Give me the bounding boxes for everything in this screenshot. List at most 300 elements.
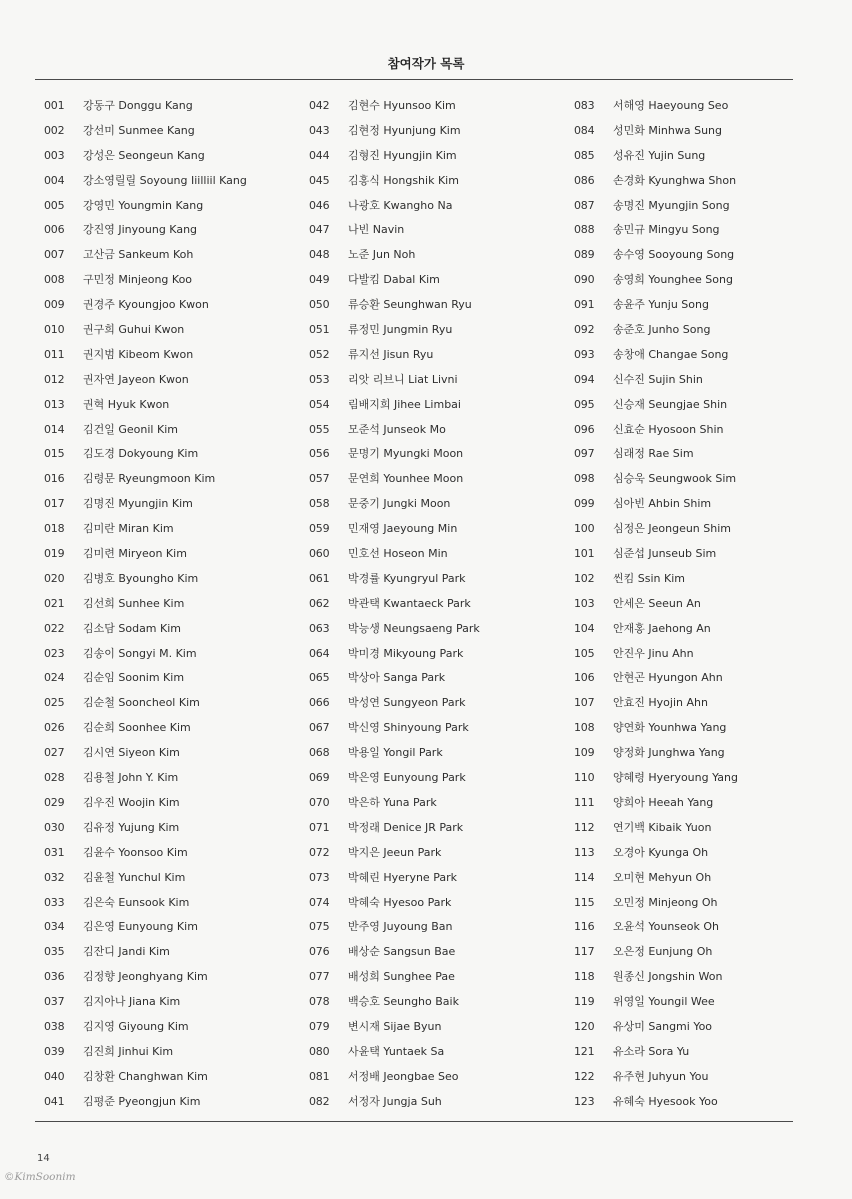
artist-entry bbox=[44, 119, 247, 144]
entry-number: 021 bbox=[44, 596, 65, 610]
entry-number: 039 bbox=[44, 1044, 65, 1058]
entry-number: 040 bbox=[44, 1069, 65, 1083]
artist-entry bbox=[44, 542, 247, 567]
entry-number: 110 bbox=[574, 771, 595, 785]
entry-number: 101 bbox=[574, 547, 595, 561]
artist-entry bbox=[309, 293, 480, 318]
artist-name: 박상아 Sanga Park bbox=[348, 671, 446, 685]
entry-number: 036 bbox=[44, 970, 65, 984]
artist-entry bbox=[44, 318, 247, 343]
entry-number: 007 bbox=[44, 248, 65, 262]
artist-name: 김현수 Hyunsoo Kim bbox=[348, 99, 456, 112]
artist-entry bbox=[574, 467, 738, 492]
artist-name: 오윤석 Younseok Oh bbox=[613, 920, 720, 934]
artist-name: 김윤수 Yoonsoo Kim bbox=[83, 845, 188, 859]
entry-number: 062 bbox=[309, 596, 330, 610]
entry-number: 047 bbox=[309, 223, 330, 237]
artist-entry bbox=[309, 716, 480, 741]
artist-entry bbox=[574, 965, 738, 990]
entry-number: 056 bbox=[309, 447, 330, 461]
artist-entry bbox=[574, 517, 738, 542]
entry-number: 019 bbox=[44, 547, 65, 561]
entry-number: 006 bbox=[44, 223, 65, 237]
artist-name: 김송이 Songyi M. Kim bbox=[83, 646, 197, 660]
artist-entry bbox=[574, 218, 738, 243]
entry-number: 092 bbox=[574, 323, 595, 337]
artist-entry bbox=[309, 243, 480, 268]
artist-name: 김홍식 Hongshik Kim bbox=[348, 173, 459, 187]
artist-entry bbox=[574, 915, 738, 940]
artist-name: 권지범 Kibeom Kwon bbox=[83, 347, 194, 361]
artist-entry bbox=[44, 617, 247, 642]
artist-entry bbox=[574, 866, 738, 891]
artist-entry bbox=[44, 492, 247, 517]
artist-name: 문명기 Myungki Moon bbox=[348, 447, 464, 461]
artist-name: 김현정 Hyunjung Kim bbox=[348, 123, 461, 137]
artist-entry bbox=[574, 442, 738, 467]
artist-name: 오민정 Minjeong Oh bbox=[613, 895, 718, 909]
artist-name: 안재홍 Jaehong An bbox=[613, 621, 711, 635]
artist-entry bbox=[309, 567, 480, 592]
artist-entry bbox=[309, 1015, 480, 1040]
artist-name: 김은숙 Eunsook Kim bbox=[83, 895, 190, 909]
bottom-divider bbox=[35, 1121, 793, 1122]
entry-number: 084 bbox=[574, 123, 595, 137]
artist-name: 연기백 Kibaik Yuon bbox=[613, 820, 712, 834]
artist-name: 원종신 Jongshin Won bbox=[613, 970, 723, 984]
artist-entry bbox=[44, 1015, 247, 1040]
entry-number: 058 bbox=[309, 497, 330, 511]
entry-number: 024 bbox=[44, 671, 65, 685]
entry-number: 069 bbox=[309, 771, 330, 785]
page-title: 참여작가 목록 bbox=[387, 56, 465, 71]
artist-name: 민호선 Hoseon Min bbox=[348, 547, 448, 561]
artist-entry bbox=[44, 965, 247, 990]
artist-name: 김은영 Eunyoung Kim bbox=[83, 920, 198, 934]
entry-number: 053 bbox=[309, 372, 330, 386]
entry-number: 120 bbox=[574, 1019, 595, 1033]
artist-entry bbox=[574, 592, 738, 617]
artist-entry bbox=[574, 343, 738, 368]
artist-name: 유상미 Sangmi Yoo bbox=[613, 1019, 713, 1033]
artist-name: 오미현 Mehyun Oh bbox=[613, 870, 712, 884]
artist-name: 안세은 Seeun An bbox=[613, 596, 701, 610]
artist-name: 심준섭 Junseub Sim bbox=[613, 547, 717, 561]
artist-entry bbox=[309, 492, 480, 517]
artist-name: 신승재 Seungjae Shin bbox=[613, 397, 728, 411]
artist-entry bbox=[309, 1040, 480, 1065]
artist-entry bbox=[309, 393, 480, 418]
entry-number: 104 bbox=[574, 621, 595, 635]
artist-entry bbox=[574, 318, 738, 343]
entry-number: 029 bbox=[44, 795, 65, 809]
artist-name: 위영일 Youngil Wee bbox=[613, 995, 715, 1009]
artist-name: 권경주 Kyoungjoo Kwon bbox=[83, 298, 209, 312]
entry-number: 076 bbox=[309, 945, 330, 959]
artist-name: 안효진 Hyojin Ahn bbox=[613, 696, 708, 710]
artist-entry bbox=[574, 617, 738, 642]
entry-number: 072 bbox=[309, 845, 330, 859]
artist-entry bbox=[44, 891, 247, 916]
entry-number: 046 bbox=[309, 198, 330, 212]
entry-number: 083 bbox=[574, 99, 595, 112]
artist-entry bbox=[574, 567, 738, 592]
artist-entry bbox=[44, 393, 247, 418]
artist-entry bbox=[574, 293, 738, 318]
artist-entry bbox=[309, 866, 480, 891]
artist-name: 안진우 Jinu Ahn bbox=[613, 646, 694, 660]
artist-entry bbox=[309, 169, 480, 194]
artist-name: 김진희 Jinhui Kim bbox=[83, 1044, 174, 1058]
artist-name: 배성희 Sunghee Pae bbox=[348, 970, 455, 984]
artist-name: 나빈 Navin bbox=[348, 223, 405, 237]
artist-name: 김잔디 Jandi Kim bbox=[83, 945, 170, 959]
entry-number: 050 bbox=[309, 298, 330, 312]
entry-number: 032 bbox=[44, 870, 65, 884]
artist-name: 김건일 Geonil Kim bbox=[83, 422, 178, 436]
entry-number: 091 bbox=[574, 298, 595, 312]
artist-entry bbox=[309, 218, 480, 243]
artist-entry bbox=[44, 841, 247, 866]
artist-entry bbox=[44, 144, 247, 169]
entry-number: 033 bbox=[44, 895, 65, 909]
artist-name: 강동구 Donggu Kang bbox=[83, 99, 193, 112]
artist-name: 씬킴 Ssin Kim bbox=[613, 571, 685, 585]
entry-number: 030 bbox=[44, 820, 65, 834]
artist-name: 리앗 리브니 Liat Livni bbox=[348, 372, 458, 386]
artist-name: 심정은 Jeongeun Shim bbox=[613, 522, 732, 536]
artist-entry bbox=[574, 418, 738, 443]
entry-number: 011 bbox=[44, 347, 65, 361]
entry-number: 027 bbox=[44, 746, 65, 760]
entry-number: 082 bbox=[309, 1094, 330, 1108]
artist-entry bbox=[44, 866, 247, 891]
entry-number: 048 bbox=[309, 248, 330, 262]
artist-column-3 bbox=[574, 94, 738, 1115]
entry-number: 067 bbox=[309, 721, 330, 735]
artist-entry bbox=[574, 691, 738, 716]
artist-entry bbox=[309, 194, 480, 219]
artist-name: 민재영 Jaeyoung Min bbox=[348, 522, 458, 536]
artist-entry bbox=[309, 617, 480, 642]
artist-name: 심승욱 Seungwook Sim bbox=[613, 472, 737, 486]
artist-entry bbox=[44, 343, 247, 368]
entry-number: 028 bbox=[44, 771, 65, 785]
artist-entry bbox=[574, 119, 738, 144]
artist-entry bbox=[574, 666, 738, 691]
entry-number: 051 bbox=[309, 323, 330, 337]
entry-number: 094 bbox=[574, 372, 595, 386]
entry-number: 066 bbox=[309, 696, 330, 710]
artist-entry bbox=[574, 642, 738, 667]
artist-entry bbox=[309, 268, 480, 293]
entry-number: 022 bbox=[44, 621, 65, 635]
artist-name: 양희아 Heeah Yang bbox=[613, 795, 714, 809]
artist-name: 유주현 Juhyun You bbox=[613, 1069, 709, 1083]
entry-number: 109 bbox=[574, 746, 595, 760]
artist-name: 신효순 Hyosoon Shin bbox=[613, 422, 724, 436]
artist-entry bbox=[574, 940, 738, 965]
entry-number: 015 bbox=[44, 447, 65, 461]
artist-entry bbox=[574, 766, 738, 791]
entry-number: 002 bbox=[44, 123, 65, 137]
entry-number: 035 bbox=[44, 945, 65, 959]
artist-name: 김명진 Myungjin Kim bbox=[83, 497, 193, 511]
entry-number: 001 bbox=[44, 99, 65, 112]
artist-entry bbox=[44, 642, 247, 667]
entry-number: 017 bbox=[44, 497, 65, 511]
entry-number: 112 bbox=[574, 820, 595, 834]
artist-entry bbox=[574, 94, 738, 119]
entry-number: 009 bbox=[44, 298, 65, 312]
artist-entry bbox=[309, 144, 480, 169]
entry-number: 004 bbox=[44, 173, 65, 187]
artist-entry bbox=[44, 567, 247, 592]
artist-name: 박미경 Mikyoung Park bbox=[348, 646, 464, 660]
artist-name: 박정래 Denice JR Park bbox=[348, 820, 464, 834]
entry-number: 060 bbox=[309, 547, 330, 561]
artist-name: 김지영 Giyoung Kim bbox=[83, 1019, 189, 1033]
entry-number: 121 bbox=[574, 1044, 595, 1058]
artist-name: 송윤주 Yunju Song bbox=[613, 298, 709, 312]
artist-entry bbox=[574, 169, 738, 194]
page-number: 14 bbox=[37, 1153, 50, 1164]
artist-name: 박혜숙 Hyesoo Park bbox=[348, 895, 452, 909]
artist-entry bbox=[44, 741, 247, 766]
entry-number: 010 bbox=[44, 323, 65, 337]
entry-number: 114 bbox=[574, 870, 595, 884]
entry-number: 099 bbox=[574, 497, 595, 511]
artist-entry bbox=[574, 393, 738, 418]
entry-number: 068 bbox=[309, 746, 330, 760]
entry-number: 018 bbox=[44, 522, 65, 536]
artist-entry bbox=[44, 666, 247, 691]
artist-entry bbox=[574, 243, 738, 268]
entry-number: 045 bbox=[309, 173, 330, 187]
artist-name: 신수진 Sujin Shin bbox=[613, 372, 703, 386]
artist-entry bbox=[44, 940, 247, 965]
artist-name: 문중기 Jungki Moon bbox=[348, 497, 451, 511]
artist-entry bbox=[574, 144, 738, 169]
artist-name: 권구희 Guhui Kwon bbox=[83, 323, 185, 337]
artist-entry bbox=[309, 741, 480, 766]
entry-number: 081 bbox=[309, 1069, 330, 1083]
artist-entry bbox=[309, 318, 480, 343]
artist-entry bbox=[44, 1065, 247, 1090]
artist-name: 심아빈 Ahbin Shim bbox=[613, 497, 712, 511]
artist-name: 김우진 Woojin Kim bbox=[83, 795, 180, 809]
artist-name: 박은하 Yuna Park bbox=[348, 795, 437, 809]
artist-entry bbox=[44, 990, 247, 1015]
entry-number: 096 bbox=[574, 422, 595, 436]
artist-name: 박능생 Neungsaeng Park bbox=[348, 621, 480, 635]
artist-name: 송민규 Mingyu Song bbox=[613, 223, 720, 237]
entry-number: 123 bbox=[574, 1094, 595, 1108]
artist-name: 송창애 Changae Song bbox=[613, 347, 729, 361]
artist-entry bbox=[574, 816, 738, 841]
artist-name: 권자연 Jayeon Kwon bbox=[83, 372, 189, 386]
artist-name: 오은정 Eunjung Oh bbox=[613, 945, 713, 959]
entry-number: 043 bbox=[309, 123, 330, 137]
entry-number: 089 bbox=[574, 248, 595, 262]
entry-number: 063 bbox=[309, 621, 330, 635]
artist-name: 변시재 Sijae Byun bbox=[348, 1019, 442, 1033]
artist-name: 강소영릴릴 Soyoung Iiilliil Kang bbox=[83, 173, 247, 187]
artist-entry bbox=[44, 169, 247, 194]
entry-number: 044 bbox=[309, 148, 330, 162]
artist-name: 박성연 Sungyeon Park bbox=[348, 696, 466, 710]
entry-number: 098 bbox=[574, 472, 595, 486]
entry-number: 080 bbox=[309, 1044, 330, 1058]
entry-number: 090 bbox=[574, 273, 595, 287]
artist-entry bbox=[309, 642, 480, 667]
artist-name: 김시연 Siyeon Kim bbox=[83, 746, 180, 760]
entry-number: 008 bbox=[44, 273, 65, 287]
artist-name: 김창환 Changhwan Kim bbox=[83, 1069, 208, 1083]
artist-entry bbox=[309, 691, 480, 716]
artist-name: 사윤택 Yuntaek Sa bbox=[348, 1044, 445, 1058]
entry-number: 087 bbox=[574, 198, 595, 212]
artist-name: 김미란 Miran Kim bbox=[83, 522, 174, 536]
artist-entry bbox=[44, 915, 247, 940]
entry-number: 086 bbox=[574, 173, 595, 187]
artist-name: 박관택 Kwantaeck Park bbox=[348, 596, 471, 610]
artist-entry bbox=[44, 418, 247, 443]
entry-number: 111 bbox=[574, 795, 595, 809]
entry-number: 042 bbox=[309, 99, 330, 112]
artist-entry bbox=[309, 816, 480, 841]
artist-entry bbox=[309, 418, 480, 443]
artist-name: 박용일 Yongil Park bbox=[348, 746, 443, 760]
artist-entry bbox=[44, 517, 247, 542]
entry-number: 034 bbox=[44, 920, 65, 934]
artist-name: 양연화 Younhwa Yang bbox=[613, 721, 727, 735]
artist-entry bbox=[309, 891, 480, 916]
artist-entry bbox=[44, 766, 247, 791]
entry-number: 100 bbox=[574, 522, 595, 536]
artist-entry bbox=[574, 741, 738, 766]
artist-name: 김순임 Soonim Kim bbox=[83, 671, 185, 685]
artist-name: 성민화 Minhwa Sung bbox=[613, 123, 723, 137]
artist-name: 서정배 Jeongbae Seo bbox=[348, 1069, 459, 1083]
entry-number: 071 bbox=[309, 820, 330, 834]
artist-entry bbox=[44, 218, 247, 243]
entry-number: 013 bbox=[44, 397, 65, 411]
artist-entry bbox=[309, 841, 480, 866]
artist-entry bbox=[574, 1065, 738, 1090]
entry-number: 117 bbox=[574, 945, 595, 959]
entry-number: 116 bbox=[574, 920, 595, 934]
artist-entry bbox=[574, 492, 738, 517]
artist-name: 유소라 Sora Yu bbox=[613, 1044, 690, 1058]
artist-name: 송명진 Myungjin Song bbox=[613, 198, 730, 212]
entry-number: 106 bbox=[574, 671, 595, 685]
entry-number: 049 bbox=[309, 273, 330, 287]
entry-number: 023 bbox=[44, 646, 65, 660]
entry-number: 014 bbox=[44, 422, 65, 436]
artist-name: 나광호 Kwangho Na bbox=[348, 198, 453, 212]
entry-number: 026 bbox=[44, 721, 65, 735]
artist-entry bbox=[574, 791, 738, 816]
artist-name: 다발킴 Dabal Kim bbox=[348, 273, 440, 287]
artist-name: 김지아나 Jiana Kim bbox=[83, 995, 181, 1009]
entry-number: 118 bbox=[574, 970, 595, 984]
entry-number: 095 bbox=[574, 397, 595, 411]
artist-name: 김도경 Dokyoung Kim bbox=[83, 447, 199, 461]
artist-name: 서해영 Haeyoung Seo bbox=[613, 99, 729, 112]
artist-entry bbox=[309, 791, 480, 816]
artist-name: 김평준 Pyeongjun Kim bbox=[83, 1094, 201, 1108]
entry-number: 113 bbox=[574, 845, 595, 859]
artist-entry bbox=[44, 1040, 247, 1065]
artist-name: 김정향 Jeonghyang Kim bbox=[83, 970, 208, 984]
artist-name: 박지은 Jeeun Park bbox=[348, 845, 442, 859]
entry-number: 055 bbox=[309, 422, 330, 436]
artist-entry bbox=[44, 791, 247, 816]
entry-number: 078 bbox=[309, 995, 330, 1009]
entry-number: 041 bbox=[44, 1094, 65, 1108]
artist-name: 강성은 Seongeun Kang bbox=[83, 148, 205, 162]
artist-name: 반주영 Juyoung Ban bbox=[348, 920, 453, 934]
artist-name: 고산금 Sankeum Koh bbox=[83, 248, 194, 262]
artist-entry bbox=[44, 716, 247, 741]
entry-number: 073 bbox=[309, 870, 330, 884]
artist-name: 모준석 Junseok Mo bbox=[348, 422, 446, 436]
entry-number: 107 bbox=[574, 696, 595, 710]
entry-number: 061 bbox=[309, 571, 330, 585]
artist-entry bbox=[309, 990, 480, 1015]
artist-entry bbox=[574, 1040, 738, 1065]
artist-entry bbox=[44, 691, 247, 716]
entry-number: 052 bbox=[309, 347, 330, 361]
entry-number: 102 bbox=[574, 571, 595, 585]
artist-name: 노준 Jun Noh bbox=[348, 248, 416, 262]
artist-entry bbox=[44, 243, 247, 268]
artist-name: 송준호 Junho Song bbox=[613, 323, 711, 337]
artist-entry bbox=[44, 368, 247, 393]
artist-entry bbox=[309, 766, 480, 791]
artist-entry bbox=[574, 990, 738, 1015]
artist-name: 류승환 Seunghwan Ryu bbox=[348, 298, 472, 312]
entry-number: 108 bbox=[574, 721, 595, 735]
artist-name: 박은영 Eunyoung Park bbox=[348, 771, 466, 785]
entry-number: 097 bbox=[574, 447, 595, 461]
entry-number: 003 bbox=[44, 148, 65, 162]
artist-name: 오경아 Kyunga Oh bbox=[613, 845, 709, 859]
artist-name: 김령문 Ryeungmoon Kim bbox=[83, 472, 216, 486]
artist-entry bbox=[309, 467, 480, 492]
entry-number: 057 bbox=[309, 472, 330, 486]
entry-number: 103 bbox=[574, 596, 595, 610]
entry-number: 119 bbox=[574, 995, 595, 1009]
artist-entry bbox=[574, 194, 738, 219]
artist-entry bbox=[574, 368, 738, 393]
artist-entry bbox=[44, 1090, 247, 1115]
artist-entry bbox=[574, 542, 738, 567]
artist-entry bbox=[44, 293, 247, 318]
artist-name: 김유정 Yujung Kim bbox=[83, 820, 180, 834]
artist-entry bbox=[309, 940, 480, 965]
artist-name: 백승호 Seungho Baik bbox=[348, 995, 459, 1009]
artist-name: 박경률 Kyungryul Park bbox=[348, 571, 466, 585]
artist-entry bbox=[309, 592, 480, 617]
entry-number: 038 bbox=[44, 1019, 65, 1033]
artist-name: 심래정 Rae Sim bbox=[613, 447, 694, 461]
entry-number: 025 bbox=[44, 696, 65, 710]
artist-name: 구민정 Minjeong Koo bbox=[83, 273, 193, 287]
entry-number: 020 bbox=[44, 571, 65, 585]
artist-entry bbox=[309, 94, 480, 119]
